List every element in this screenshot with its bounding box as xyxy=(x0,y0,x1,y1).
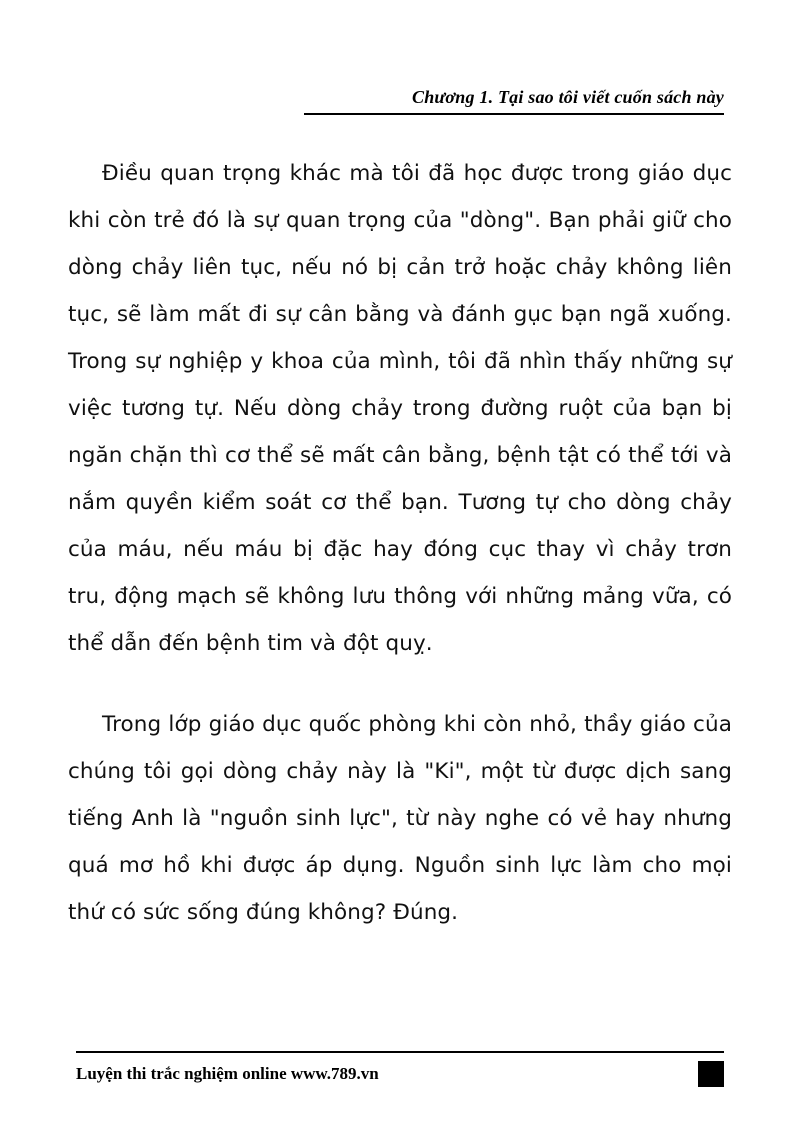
page-body xyxy=(68,150,732,936)
paragraph-text: Trong lớp giáo dục quốc phòng khi còn nhỏ, thầy giáo của chúng tôi gọi dòng chảy này là "Ki", một từ được dịch sang tiếng Anh là "nguồn sinh lực", từ này nghe có vẻ hay nhưng quá mơ hồ khi được áp dụng. Nguồn sinh lực làm cho mọi thứ có sức sống đúng không? Đúng. xyxy=(68,712,732,925)
running-chapter-title: Chương 1. Tại sao tôi viết cuốn sách này xyxy=(412,87,724,107)
footer-website-text: Luyện thi trắc nghiệm online www.789.vn xyxy=(76,1064,379,1083)
black-square-mark-icon xyxy=(698,1061,724,1087)
footer-row xyxy=(76,1061,724,1087)
footer-divider xyxy=(76,1051,724,1053)
paragraph-text: Điều quan trọng khác mà tôi đã học được trong giáo dục khi còn trẻ đó là sự quan trọng của "dòng". Bạn phải giữ cho dòng chảy liên tục, nếu nó bị cản trở hoặc chảy không liên tục, sẽ làm mất đi sự cân bằng và đánh gục bạn ngã xuống. Trong sự nghiệp y khoa của mình, tôi đã nhìn thấy những sự việc tương tự. Nếu dòng chảy trong đường ruột của bạn bị ngăn chặn thì cơ thể sẽ mất cân bằng, bệnh tật có thể tới và nắm quyền kiểm soát cơ thể bạn. Tương tự cho dòng chảy của máu, nếu máu bị đặc hay đóng cục thay vì chảy trơn tru, động mạch sẽ không lưu thông với những mảng vữa, có thể dẫn đến bệnh tim và đột quỵ. xyxy=(68,161,732,656)
page-header xyxy=(304,88,724,115)
page-footer xyxy=(76,1051,724,1087)
header-divider xyxy=(304,113,724,115)
body-paragraph xyxy=(68,701,732,936)
body-paragraph xyxy=(68,150,732,667)
